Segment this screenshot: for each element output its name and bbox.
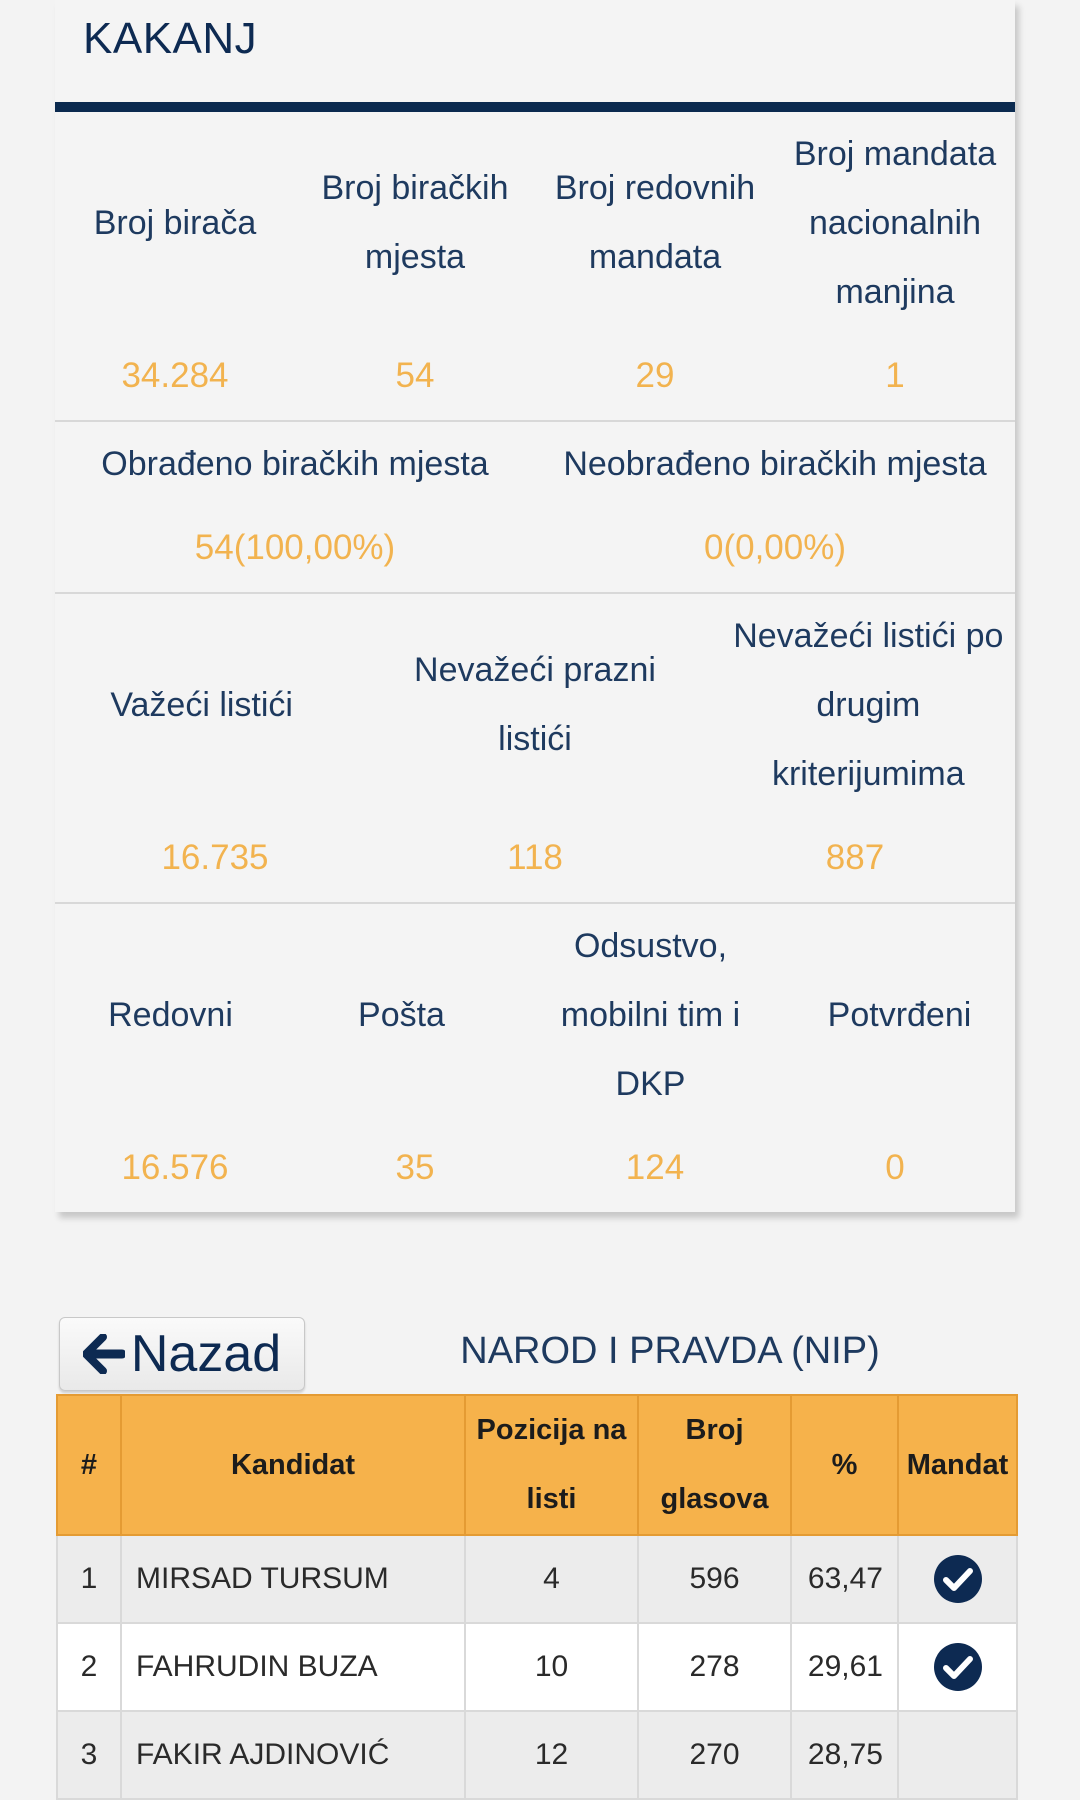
label-broj-redovnih-mandata: Broj redovnih mandata	[554, 169, 756, 276]
label-redovni: Redovni	[108, 995, 233, 1034]
table-header-row	[57, 1395, 1017, 1535]
value-odsustvo: 124	[625, 1148, 685, 1187]
candidate-name: MIRSAD TURSUM	[121, 1535, 465, 1623]
value-obradjeno: 54(100,00%)	[194, 528, 396, 567]
vote-count: 270	[638, 1711, 791, 1799]
stats-section-2	[55, 422, 1015, 594]
row-number: 1	[57, 1535, 121, 1623]
stats-section-3	[55, 594, 1015, 904]
value-posta: 35	[395, 1148, 435, 1187]
vote-percent: 28,75	[791, 1711, 898, 1799]
title-divider	[55, 102, 1015, 112]
arrow-left-icon	[83, 1334, 125, 1374]
label-nevazeci-drugi: Nevažeći listići po drugim kriterijumima	[733, 616, 1004, 793]
header-pozicija: Pozicija na listi	[465, 1395, 638, 1535]
header-broj-glasova: Broj glasova	[638, 1395, 791, 1535]
label-obradjeno: Obrađeno biračkih mjesta	[101, 444, 489, 483]
back-button-label: Nazad	[130, 1325, 282, 1383]
label-neobradjeno: Neobrađeno biračkih mjesta	[563, 444, 987, 483]
value-broj-mandata-manjina: 1	[885, 356, 905, 395]
vote-percent: 63,47	[791, 1535, 898, 1623]
candidates-table	[56, 1394, 1018, 1800]
check-circle-icon	[933, 1554, 983, 1604]
value-redovni: 16.576	[121, 1148, 229, 1187]
header-kandidat: Kandidat	[121, 1395, 465, 1535]
value-broj-redovnih-mandata: 29	[635, 356, 675, 395]
municipality-title: KAKANJ	[83, 14, 258, 63]
mandat-cell	[898, 1535, 1017, 1623]
mandat-cell	[898, 1623, 1017, 1711]
table-row	[57, 1535, 1017, 1623]
vote-count: 596	[638, 1535, 791, 1623]
row-number: 2	[57, 1623, 121, 1711]
value-potvrdjeni: 0	[885, 1148, 905, 1187]
table-row	[57, 1623, 1017, 1711]
party-title: NAROD I PRAVDA (NIP)	[460, 1330, 880, 1372]
value-broj-biraca: 34.284	[121, 356, 229, 395]
back-button[interactable]	[59, 1317, 305, 1391]
mandat-cell	[898, 1711, 1017, 1799]
candidate-name: FAHRUDIN BUZA	[121, 1623, 465, 1711]
table-row	[57, 1711, 1017, 1799]
stats-section-4	[55, 904, 1015, 1210]
value-neobradjeno: 0(0,00%)	[703, 528, 847, 567]
list-position: 12	[465, 1711, 638, 1799]
row-number: 3	[57, 1711, 121, 1799]
label-broj-birackih-mjesta: Broj biračkih mjesta	[321, 169, 509, 276]
label-nevazeci-prazni: Nevažeći prazni listići	[414, 651, 656, 758]
header-mandat: Mandat	[898, 1395, 1017, 1535]
label-odsustvo: Odsustvo, mobilni tim i DKP	[560, 926, 741, 1103]
header-number: #	[57, 1395, 121, 1535]
value-nevazeci-drugi: 887	[825, 838, 885, 877]
candidate-name: FAKIR AJDINOVIĆ	[121, 1711, 465, 1799]
label-potvrdjeni: Potvrđeni	[827, 995, 972, 1034]
label-broj-biraca: Broj birača	[93, 203, 257, 242]
label-posta: Pošta	[358, 995, 445, 1034]
list-position: 4	[465, 1535, 638, 1623]
list-position: 10	[465, 1623, 638, 1711]
label-broj-mandata-manjina: Broj mandata nacionalnih manjina	[793, 134, 997, 311]
label-vazeci-listici: Važeći listići	[110, 685, 293, 724]
stats-section-1	[55, 112, 1015, 422]
vote-count: 278	[638, 1623, 791, 1711]
value-vazeci-listici: 16.735	[161, 838, 269, 877]
vote-percent: 29,61	[791, 1623, 898, 1711]
value-broj-birackih-mjesta: 54	[395, 356, 435, 395]
municipality-card	[55, 0, 1015, 1212]
check-circle-icon	[933, 1642, 983, 1692]
value-nevazeci-prazni: 118	[507, 838, 563, 877]
header-percent: %	[791, 1395, 898, 1535]
